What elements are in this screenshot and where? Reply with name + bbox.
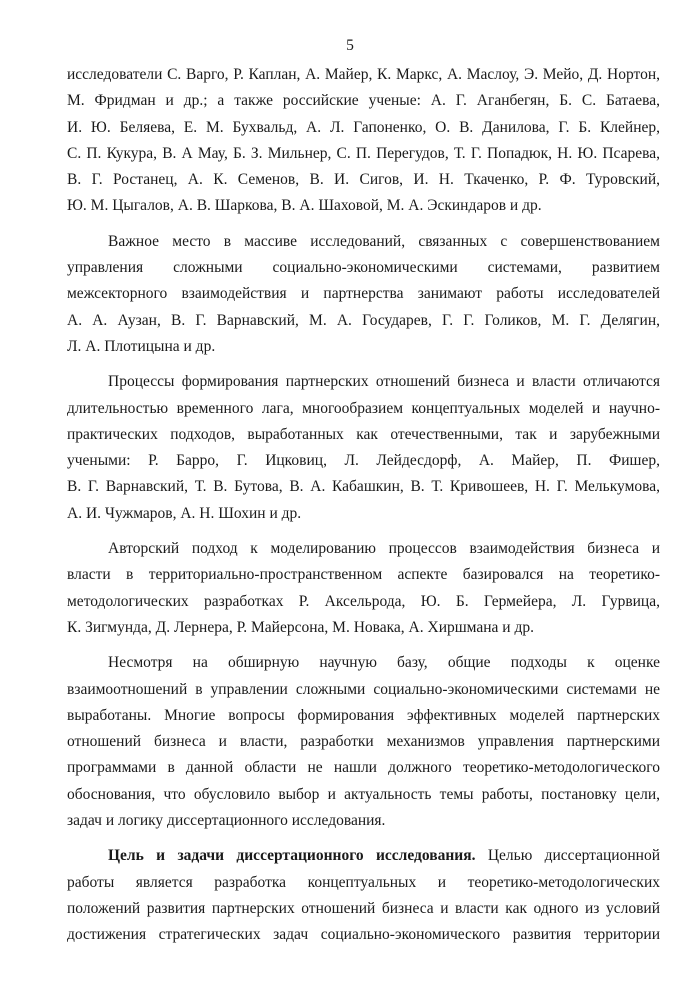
text-line: С. П. Кукура, В. А Мау, Б. З. Мильнер, С. П. Перегудов, Т. Г. Попадюк, Н. Ю. Псарева, bbox=[67, 144, 660, 162]
document-body bbox=[67, 62, 660, 958]
paragraph bbox=[67, 62, 660, 220]
text-line: достижения стратегических задач социально-экономического развития территории bbox=[67, 926, 660, 944]
text-run: Целью диссертационной bbox=[475, 847, 660, 865]
page-number: 5 bbox=[346, 37, 354, 54]
text-line: И. Ю. Беляева, Е. М. Бухвальд, А. Л. Гапоненко, О. В. Данилова, Г. Б. Клейнер, bbox=[67, 118, 660, 136]
paragraph bbox=[67, 369, 660, 527]
text-line: программами в данной области не нашли должного теоретико-методологического bbox=[67, 759, 660, 777]
text-line: положений развития партнерских отношений бизнеса и власти как одного из условий bbox=[67, 899, 660, 917]
text-line: А. И. Чужмаров, А. Н. Шохин и др. bbox=[67, 504, 302, 522]
text-line: учеными: Р. Барро, Г. Ицковиц, Л. Лейдесдорф, А. Майер, П. Фишер, bbox=[67, 452, 660, 470]
text-line: работы является разработка концептуальных и теоретико-методологических bbox=[67, 873, 660, 891]
text-line: исследователи С. Варго, Р. Каплан, А. Майер, К. Маркс, А. Маслоу, Э. Мейо, Д. Нортон, bbox=[67, 66, 660, 83]
text-line: задач и логику диссертационного исследования. bbox=[67, 812, 386, 830]
text-line: В. Г. Ростанец, А. К. Семенов, В. И. Сигов, И. Н. Ткаченко, Р. Ф. Туровский, bbox=[67, 171, 660, 189]
text-line: практических подходов, выработанных как отечественными, так и зарубежными bbox=[67, 425, 660, 443]
text-line: Ю. М. Цыгалов, А. В. Шаркова, В. А. Шаховой, М. А. Эскиндаров и др. bbox=[67, 197, 542, 215]
text-line: Важное место в массиве исследований, связанных с совершенствованием bbox=[108, 232, 660, 250]
text-line: А. А. Аузан, В. Г. Варнавский, М. А. Государев, Г. Г. Голиков, М. Г. Делягин, bbox=[67, 311, 660, 329]
text-line: взаимоотношений в управлении сложными социально-экономическими системами не bbox=[67, 680, 660, 698]
text-line: Процессы формирования партнерских отношений бизнеса и власти отличаются bbox=[108, 373, 660, 391]
text-line: власти в территориально-пространственном аспекте базировался на теоретико- bbox=[67, 566, 660, 584]
text-line: М. Фридман и др.; а также российские ученые: А. Г. Аганбегян, Б. С. Батаева, bbox=[67, 92, 660, 110]
text-line: длительностью временного лага, многообразием концептуальных моделей и научно- bbox=[67, 399, 660, 417]
text-line: управления сложными социально-экономическими системами, развитием bbox=[67, 259, 660, 277]
text-line bbox=[67, 843, 660, 869]
text-line: Л. А. Плотицына и др. bbox=[67, 337, 216, 355]
text-line: отношений бизнеса и власти, разработки механизмов управления партнерскими bbox=[67, 733, 660, 751]
text-line: обоснования, что обусловило выбор и актуальность темы работы, постановку цели, bbox=[67, 785, 660, 803]
text-line: В. Г. Варнавский, Т. В. Бутова, В. А. Кабашкин, В. Т. Кривошеев, Н. Г. Мелькумова, bbox=[67, 478, 660, 496]
paragraph bbox=[67, 536, 660, 641]
text-line: выработаны. Многие вопросы формирования эффективных моделей партнерских bbox=[67, 706, 660, 724]
section-heading: Цель и задачи диссертационного исследования. bbox=[108, 847, 476, 865]
paragraph bbox=[67, 650, 660, 834]
paragraph-goal bbox=[67, 843, 660, 948]
paragraph bbox=[67, 229, 660, 360]
text-line: Авторский подход к моделированию процессов взаимодействия бизнеса и bbox=[108, 540, 660, 558]
text-line: межсекторного взаимодействия и партнерства занимают работы исследователей bbox=[67, 285, 660, 303]
text-line: Несмотря на обширную научную базу, общие подходы к оценке bbox=[108, 654, 660, 672]
text-line: К. Зигмунда, Д. Лернера, Р. Майерсона, М. Новака, А. Хиршмана и др. bbox=[67, 618, 534, 636]
text-line: методологических разработках Р. Аксельрода, Ю. Б. Гермейера, Л. Гурвица, bbox=[67, 592, 660, 610]
